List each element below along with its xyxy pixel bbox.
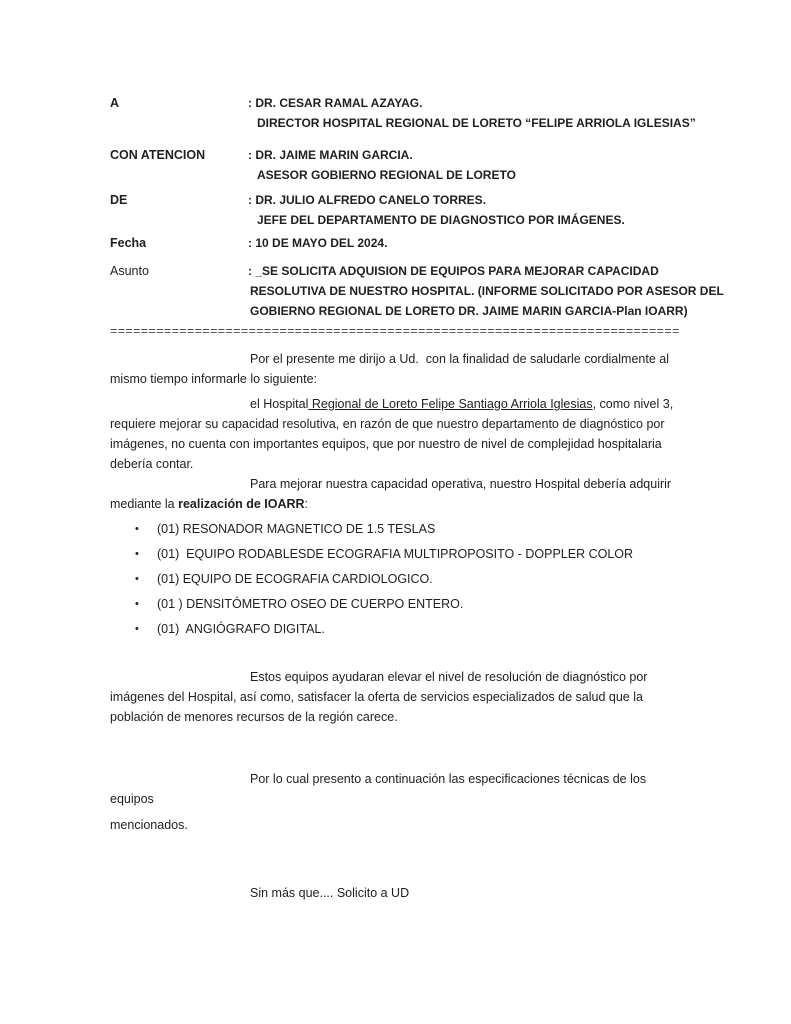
header-row-subject: [110, 261, 724, 321]
attention-value-line1: : DR. JAIME MARIN GARCIA.: [248, 148, 413, 162]
equipment-item-resonador: (01) RESONADOR MAGNETICO DE 1.5 TESLAS: [157, 522, 436, 536]
subject-value-line2: RESOLUTIVA DE NUESTRO HOSPITAL. (INFORME SOLICITADO POR ASESOR DEL: [250, 284, 724, 298]
header-row-to: [110, 93, 696, 133]
ioarr-post: :: [304, 497, 309, 511]
from-value-line1: : DR. JULIO ALFREDO CANELO TORRES.: [248, 193, 487, 207]
to-value-line1: : DR. CESAR RAMAL AZAYAG.: [248, 96, 423, 110]
paragraph-benefits: Estos equipos ayudaran elevar el nivel de resolución de diagnóstico por imágenes del Hospital, así como, satisfacer la oferta de servicios especializados de salud que la población de menores recursos de la región carece.: [110, 670, 651, 724]
paragraph-hospital: [110, 394, 691, 474]
header-row-from: [110, 190, 691, 230]
date-value-line1: : 10 DE MAYO DEL 2024.: [248, 236, 388, 250]
closing-line: Sin más que.... Solicito a UD: [250, 886, 410, 900]
from-value: [248, 190, 691, 230]
equipment-item-densitometro: (01 ) DENSITÓMETRO OSEO DE CUERPO ENTERO.: [157, 597, 464, 611]
equipment-item-ecografia-multiproposito: (01) EQUIPO RODABLESDE ECOGRAFIA MULTIPROPOSITO - DOPPLER COLOR: [157, 547, 634, 561]
subject-value: [248, 261, 724, 321]
paragraph-specs-line1: Por lo cual presento a continuación las especificaciones técnicas de los equipos: [110, 772, 650, 806]
bullet-icon: •: [135, 598, 139, 610]
bullet-icon: •: [135, 548, 139, 560]
header-row-attention: [110, 145, 691, 185]
from-value-line2: JEFE DEL DEPARTAMENTO DE DIAGNOSTICO POR IMÁGENES.: [257, 213, 625, 227]
list-item: [135, 619, 691, 639]
bullet-icon: •: [135, 523, 139, 535]
subject-underscore: _: [255, 264, 263, 278]
subject-label: Asunto: [110, 264, 149, 278]
paragraph-specs-line2: mencionados.: [110, 818, 188, 832]
to-value: [248, 93, 696, 133]
subject-value-line3: GOBIERNO REGIONAL DE LORETO DR. JAIME MARIN GARCIA-Plan IOARR): [250, 304, 688, 318]
ioarr-pre: Para mejorar nuestra capacidad operativa, nuestro Hospital debería adquirir mediante la: [110, 477, 675, 511]
to-value-line2: DIRECTOR HOSPITAL REGIONAL DE LORETO “FELIPE ARRIOLA IGLESIAS”: [257, 116, 696, 130]
list-item: [135, 544, 691, 564]
header-row-date: [110, 233, 691, 253]
separator-rule: ==========================================================================: [110, 324, 680, 338]
attention-value-line2: ASESOR GOBIERNO REGIONAL DE LORETO: [257, 168, 516, 182]
hospital-name-underlined: Regional de Loreto Felipe Santiago Arriola Iglesias: [308, 397, 593, 411]
equipment-list: [110, 519, 691, 639]
list-item: [135, 594, 691, 614]
list-item: [135, 519, 691, 539]
list-item: [135, 569, 691, 589]
hospital-pre: el Hospital: [250, 397, 309, 411]
colon: :: [248, 264, 252, 278]
colon: :: [248, 236, 252, 250]
from-label: DE: [110, 193, 128, 207]
subject-value-line1: : _SE SOLICITA ADQUISION DE EQUIPOS PARA MEJORAR CAPACIDAD: [248, 264, 659, 278]
attention-value: [248, 145, 691, 185]
date-label: Fecha: [110, 236, 147, 250]
paragraph-greeting: Por el presente me dirijo a Ud. con la finalidad de saludarle cordialmente al mismo tiempo informarle lo siguiente:: [110, 352, 673, 386]
ioarr-bold-run: realización de IOARR: [178, 497, 305, 511]
equipment-item-ecografia-cardiologico: (01) EQUIPO DE ECOGRAFIA CARDIOLOGICO.: [157, 572, 433, 586]
hospital-post: , como nivel 3, requiere mejorar su capacidad resolutiva, en razón de que nuestro departamento de diagnóstico por imágenes, no cuenta con importantes equipos, que por nuestro de nivel de complejidad hospitalaria debería contar.: [110, 397, 677, 471]
paragraph-ioarr: [110, 474, 691, 514]
attention-label: CON ATENCION: [110, 148, 206, 162]
to-label: A: [110, 96, 120, 110]
bullet-icon: •: [135, 623, 139, 635]
date-value: [248, 233, 691, 253]
colon: :: [248, 96, 252, 110]
bullet-icon: •: [135, 573, 139, 585]
equipment-item-angiografo: (01) ANGIÓGRAFO DIGITAL.: [157, 622, 325, 636]
colon: :: [248, 148, 252, 162]
colon: :: [248, 193, 252, 207]
